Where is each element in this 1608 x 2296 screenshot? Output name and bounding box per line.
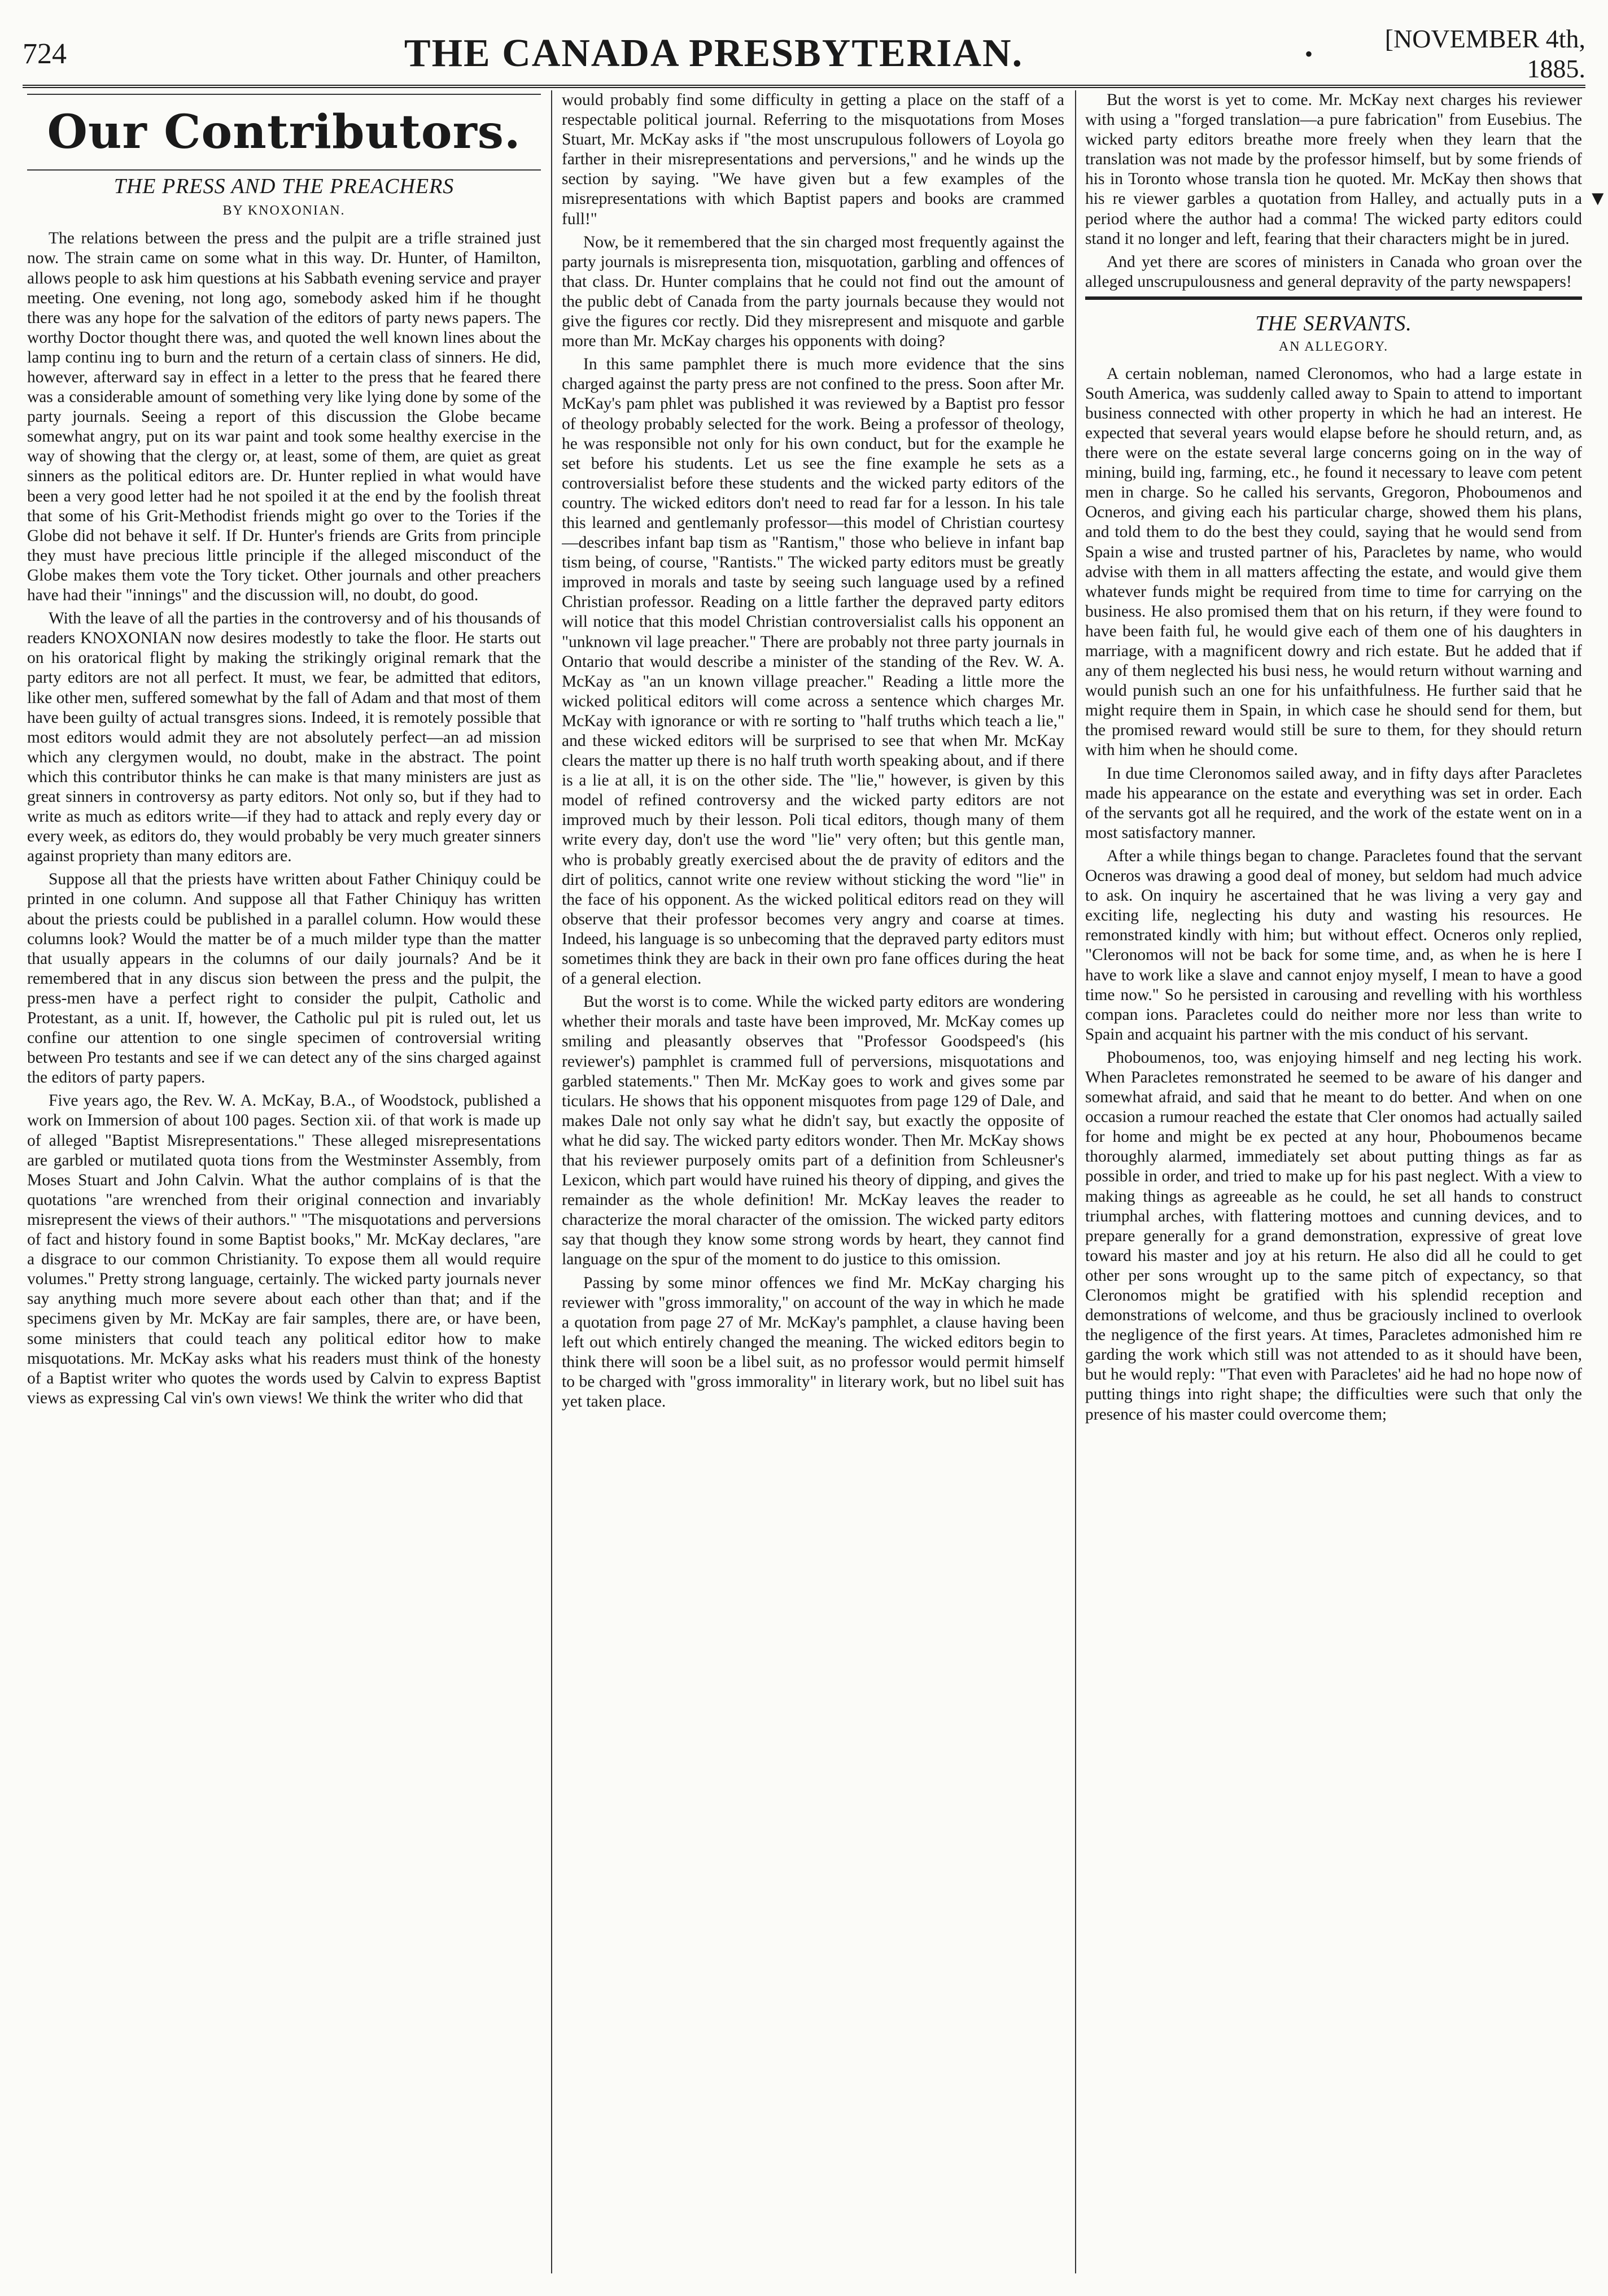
section-heading: Our Contributors.	[47, 105, 521, 159]
article-divider	[1085, 296, 1582, 300]
separator-dot: •	[1304, 41, 1313, 67]
column-2	[562, 90, 1064, 2273]
column-rule	[1075, 90, 1076, 2273]
divider	[27, 169, 541, 171]
paragraph: A certain nobleman, named Cleronomos, who had a large estate in South America, was suddenly called away to Spain to attend to important business connected with other property in which he had an interest. He expected that several years would elapse before he should return, and, as there were on the estate several large concerns going on in the way of mining, build ing, farming, etc., he found it necessary to leave com petent men in charge. So he called his servants, Gregoron, Phoboumenos and Ocneros, and giving each his particular charge, showed them his plans, and told them to do the best they could, saying that he would send from Spain a wise and trusted partner of his, Paracletes by name, who would advise with them in all matters affecting the estate, and would give them whatever funds might be required from time to time for carrying on the business. He also promised them that on his return, if they were found to have been faith ful, he would give each of them one of his daughters in marriage, with a magnificent dowry and rich estate. But he added that if any of them neglected his busi ness, he would return without warning and would punish such an one for his unfaithfulness. He further said that he might require them in Spain, in which case he should send for them, but the promised reward would still be sure to them, for they should return with him when he should come.	[1085, 364, 1582, 759]
masthead	[23, 23, 1585, 88]
paragraph: And yet there are scores of ministers in Canada who groan over the alleged unscrupulousness and general depravity of the party newspapers!	[1085, 252, 1582, 291]
issue-date: [NOVEMBER 4th, 1885.	[1384, 24, 1585, 83]
page-number: 724	[23, 37, 67, 70]
paragraph: The relations between the press and the pulpit are a trifle strained just now. The strain came on some what in this way. Dr. Hunter, of Hamilton, allows people to ask him questions at his Sabbath evening service and prayer meeting. One evening, not long ago, somebody asked him if he thought there was any hope for the salvation of the editors of party news papers. The worthy Doctor thought there was, and quoted the well known lines about the lamp continu ing to burn and the return of a certain class of sinners. He did, however, afterward say in effect in a letter to the press that he feared there was a considerable amount of something very like lying done by some of the party journals. Seeing a report of this discussion the Globe became somewhat angry, put on its war paint and took some healthy exercise in the way of showing that the clergy or, at least, some of them, are quiet as great sinners as the political editors are. Dr. Hunter replied in what would have been a very good letter had he not spoiled it at the end by the foolish threat that some of his Grit-Methodist friends might go over to the Tories if the Globe did not behave it self. If Dr. Hunter's friends are Grits from principle they must have precious little principle if the alleged misconduct of the Globe makes them vote the Tory ticket. Other journals and other preachers have had their "innings" and the discussion will, no doubt, do good.	[27, 229, 541, 605]
paragraph: In this same pamphlet there is much more evidence that the sins charged against the party press are not confined to the press. Soon after Mr. McKay's pam phlet was published it was reviewed by a Baptist pro fessor of theology probably selected for the work. Being a professor of theology, he was responsible not only for his own conduct, but for the example he set before his students. Let us see the fine example he sets as a controversialist before these students and the wicked party editors of the country. The wicked editors don't need to read far for a lesson. In his tale this learned and gentlemanly professor—this model of Christian courtesy—describes infant bap tism as "Rantism," those who believe in infant bap tism being, of course, "Rantists." The wicked party editors must be greatly improved in morals and taste by seeing such language used by a refined Christian professor. Reading on a little farther the depraved party editors will notice that this model Christian controversialist calls his opponent an "unknown vil lage preacher." There are probably not three party journals in Ontario that would describe a minister of the standing of the Rev. W. A. McKay as "an un known village preacher." Reading a little more the wicked political editors will come across a sentence which charges Mr. McKay with ignorance or with re sorting to "half truths which teach a lie," and these wicked editors will be surprised to see that when Mr. McKay clears the matter up there is no half truth worth speaking about, and if there is a lie at all, it is on the other side. The "lie," however, is given by this model of refined controversy and the wicked party editors are not improved much by their lesson. Poli tical editors, though many of them write every day, don't use the word "lie" very often; but this gentle man, who is probably greatly exercised about the de pravity of editors and the dirt of politics, cannot write one review without sticking the word "lie" in the face of his opponent. As the wicked political editors read on they will observe that their professor becomes very angry and coarse at times. Indeed, his language is so unbecoming that the depraved party editors must sometimes think they are back in their own pro fane offices during the heat of a general election.	[562, 355, 1064, 988]
paragraph: would probably find some difficulty in getting a place on the staff of a respectable political journal. Referring to the misquotations from Moses Stuart, Mr. McKay asks if "the most unscrupulous followers of Loyola go farther in their misrepresentations and perversions," and he winds up the section by saying. "We have given but a few examples of the misrepresentations with which Baptist papers and books are crammed full!"	[562, 91, 1064, 228]
paragraph: Passing by some minor offences we find Mr. McKay charging his reviewer with "gross immorality," on account of the way in which he made a quotation from page 27 of Mr. McKay's pamphlet, a clause having been left out which entirely changed the meaning. The wicked editors begin to think there will soon be a libel suit, as no professor would permit himself to be charged with "gross immorality" in literary work, but no libel suit has yet taken place.	[562, 1273, 1064, 1411]
column-1	[27, 90, 541, 2273]
byline: BY KNOXONIAN.	[222, 203, 346, 218]
article-title: THE PRESS AND THE PREACHERS	[113, 174, 455, 198]
paragraph: Suppose all that the priests have written about Father Chiniquy could be printed in one column. And suppose all that Father Chiniquy has written about the priests could be published in a parallel column. How would these columns look? Would the matter be of a much milder type than the matter that usually appears in the columns of our daily journals? And be it remembered that in any discus sion between the press and the pulpit, the press-men have a perfect right to consider the pulpit, Catholic and Protestant, as a unit. If, however, the Catholic pul pit is ruled out, let us confine our attention to one single specimen of controversial writing between Pro testants and see if we can detect any of the sins charged against the editors of party papers.	[27, 870, 541, 1087]
paragraph: But the worst is to come. While the wicked party editors are wondering whether their morals and taste have been improved, Mr. McKay comes up smiling and pleasantly observes that "Professor Goodspeed's (his reviewer's) pamphlet is crammed full of perversions, misquotations and garbled statements." Then Mr. McKay goes to work and gives some par ticulars. He shows that his opponent misquotes from page 129 of Dale, and makes Dale not only say what he didn't say, but exactly the opposite of what he did say. The wicked party editors wonder. Then Mr. McKay shows that his reviewer purposely omits part of a definition from Schleusner's Lexicon, which part would have ruined his theory of dipping, and gives the remainder as the whole definition! Mr. McKay leaves the reader to characterize the moral character of the omission. The wicked party editors say that though they know some strong words by heart, they cannot find language on the spur of the moment to do justice to this omission.	[562, 993, 1064, 1269]
paragraph: After a while things began to change. Paracletes found that the servant Ocneros was drawing a good deal of money, but seldom had much advice to ask. On inquiry he ascertained that he was living a very gay and exciting life, neglecting his duty and wasting his resources. He remonstrated kindly with him; but without effect. Ocneros only replied, "Cleronomos will not be back for some time, and, as when he is here I have to work like a slave and cannot enjoy myself, I mean to have a good time now." So he persisted in carousing and revelling with his worthless compan ions. Paracletes could do neither more nor less than write to Spain and acquaint his partner with the mis conduct of his servant.	[1085, 846, 1582, 1044]
paragraph: But the worst is yet to come. Mr. McKay next charges his reviewer with using a "forged translation—a pure fabrication" from Eusebius. The wicked party editors breathe more freely when they learn that the translation was not made by the professor himself, but by some friends of his in Toronto whose transla tion he quoted. Mr. McKay then shows that his re viewer garbles a quotation from Halley, and actually puts in a period where the author had a comma! The wicked party editors could stand it no longer and left, fearing that their characters might be in jured.	[1085, 91, 1582, 248]
paragraph: Five years ago, the Rev. W. A. McKay, B.A., of Woodstock, published a work on Immersion of about 100 pages. Section xii. of that work is made up of alleged "Baptist Misrepresentations." These alleged misrepresentations are garbled or mutilated quota tions from the Westminster Assembly, from Moses Stuart and John Calvin. What the author complains of is that the quotations "are wrenched from their original connection and invariably misrepresent the views of their authors." "The misquotations and perversions of fact and history found in some Baptist books," Mr. McKay declares, "are a disgrace to our common Christianity. To expose them all would require volumes." Pretty strong language, certainly. The wicked party journals never say anything much more severe about each other than that; and if the specimens given by Mr. McKay are fair samples, there are, or have been, some ministers that could teach any political editor how to make misquotations. Mr. McKay asks what his readers must think of the honesty of a Baptist writer who quotes the words used by Calvin to express Baptist views as expressing Cal vin's own views! We think the writer who did that	[27, 1092, 541, 1407]
article-subtitle: AN ALLEGORY.	[1278, 339, 1389, 355]
margin-arrow-icon: ▼	[1588, 187, 1608, 209]
paragraph: With the leave of all the parties in the controversy and of his thousands of readers KNOXONIAN now desires modestly to take the floor. He starts out on his oratorical flight by making the strikingly original remark that the party editors are not all perfect. It must, we fear, be admitted that editors, like other men, suffered somewhat by the fall of Adam and that most of them have been guilty of actual transgres sions. Indeed, it is remotely possible that most editors would admit they are not absolutely perfect—an ad mission which any clergymen would, no doubt, make in the abstract. The point which this contributor thinks he can make is that many ministers are just as great sinners in controversy as party editors. Not only so, but if they had to write as much as editors write—if they had to attack and reply every day or every week, as editors do, they would probably be very much greater sinners against propriety than many editors are.	[27, 609, 541, 866]
paragraph: Now, be it remembered that the sin charged most frequently against the party journals is misrepresenta tion, misquotation, garbling and offences of that class. Dr. Hunter complains that he could not find out the amount of the public debt of Canada from the party journals because they would not give the figures cor rectly. Did they misrepresent and misquote and garble more than Mr. McKay charges his opponents with doing?	[562, 233, 1064, 351]
divider	[27, 94, 541, 95]
column-rule	[551, 90, 552, 2273]
paragraph: In due time Cleronomos sailed away, and in fifty days after Paracletes made his appearance on the estate and everything was set in order. Each of the servants got all he required, and the work of the estate went on in a most satisfactory manner.	[1085, 764, 1582, 842]
newspaper-title: THE CANADA PRESBYTERIAN.	[404, 32, 1024, 75]
article-title: THE SERVANTS.	[1255, 311, 1412, 335]
paragraph: Phoboumenos, too, was enjoying himself and neg lecting his work. When Paracletes remonstrated he seemed to be aware of his danger and somewhat afraid, and said that he meant to do better. And when on one occasion a rumour reached the estate that Cler onomos had actually sailed for home and might be ex pected at any hour, Phoboumenos became thoroughly alarmed, immediately set about putting things as far as possible in order, and tried to make up for his past neglect. With a view to making things as agreeable as he could, he set all hands to construct triumphal arches, with flattering mottoes and cunning devices, and to prepare generally for a grand demonstration, expressive of great love toward his master and joy at his return. He also did all he could to get other per sons wrought up to the same pitch of expectancy, so that Cleronomos might be gratified with his splendid reception and demonstrations of welcome, and thus be graciously inclined to overlook the negligence of the first years. At times, Paracletes admonished him re garding the work which still was not attended to as it should have been, but he would reply: "That even with Paracletes' aid he had no hope now of putting things into right shape; the difficulties were such that only the presence of his master could overcome them;	[1085, 1048, 1582, 1424]
column-3	[1085, 90, 1582, 2273]
